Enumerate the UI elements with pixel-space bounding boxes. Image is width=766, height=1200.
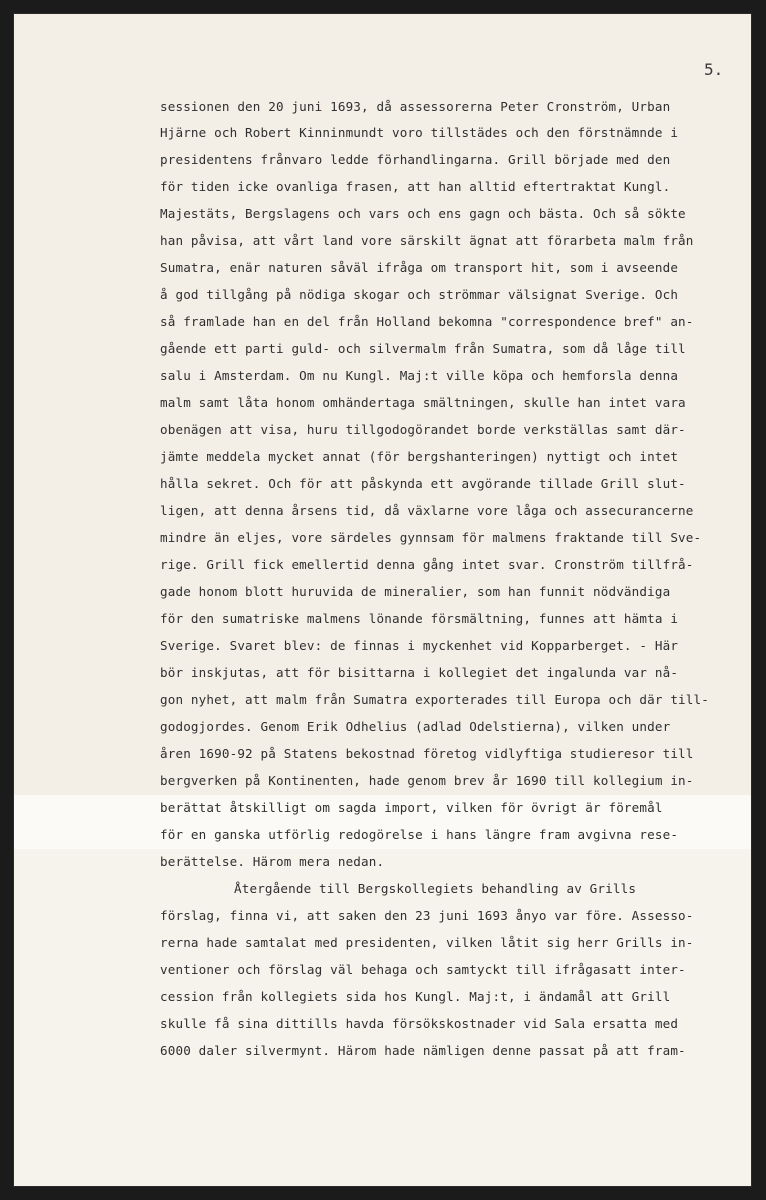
text-line: gående ett parti guld- och silvermalm från Sumatra, som då låge till	[160, 341, 686, 356]
text-line: å god tillgång på nödiga skogar och strömmar välsignat Sverige. Och	[160, 287, 679, 302]
text-line: 6000 daler silvermynt. Härom hade nämligen denne passat på att fram-	[160, 1043, 686, 1058]
text-line: skulle få sina dittills havda försökskostnader vid Sala ersatta med	[160, 1016, 679, 1031]
text-line: så framlade han en del från Holland bekomna "correspondence bref" an-	[160, 314, 694, 329]
text-line: åren 1690-92 på Statens bekostnad företog vidlyftiga studieresor till	[160, 746, 694, 761]
text-line: cession från kollegiets sida hos Kungl. Maj:t, i ändamål att Grill	[160, 989, 671, 1004]
text-line: berättelse. Härom mera nedan.	[160, 854, 385, 869]
text-line: Majestäts, Bergslagens och vars och ens gagn och bästa. Och så sökte	[160, 206, 686, 221]
text-line: ventioner och förslag väl behaga och samtyckt till ifrågasatt inter-	[160, 962, 686, 977]
text-line: för tiden icke ovanliga frasen, att han alltid eftertraktat Kungl.	[160, 179, 671, 194]
text-line: obenägen att visa, huru tillgodogörandet borde verkställas samt där-	[160, 422, 686, 437]
text-line: malm samt låta honom omhändertaga smältningen, skulle han intet vara	[160, 395, 686, 410]
text-line: för en ganska utförlig redogörelse i hans längre fram avgivna rese-	[160, 827, 679, 842]
text-line: Sumatra, enär naturen såväl ifråga om transport hit, som i avseende	[160, 260, 679, 275]
text-line: bergverken på Kontinenten, hade genom brev år 1690 till kollegium in-	[160, 773, 694, 788]
text-line: Hjärne och Robert Kinninmundt voro tillstädes och den förstnämnde i	[160, 125, 679, 140]
text-line: mindre än eljes, vore särdeles gynnsam för malmens fraktande till Sve-	[160, 530, 702, 545]
text-line: för den sumatriske malmens lönande försmältning, funnes att hämta i	[160, 611, 679, 626]
text-line: bör inskjutas, att för bisittarna i kollegiet det ingalunda var nå-	[160, 665, 679, 680]
text-line-paragraph-start: Återgående till Bergskollegiets behandling av Grills	[234, 881, 637, 896]
text-line: godogjordes. Genom Erik Odhelius (adlad Odelstierna), vilken under	[160, 719, 671, 734]
text-line: förslag, finna vi, att saken den 23 juni 1693 ånyo var före. Assesso-	[160, 908, 694, 923]
text-line: salu i Amsterdam. Om nu Kungl. Maj:t ville köpa och hemforsla denna	[160, 368, 679, 383]
text-line: gon nyhet, att malm från Sumatra exporterades till Europa och där till-	[160, 692, 709, 707]
text-line: han påvisa, att vårt land vore särskilt ägnat att förarbeta malm från	[160, 233, 694, 248]
text-line: rige. Grill fick emellertid denna gång intet svar. Cronström tillfrå-	[160, 557, 694, 572]
text-line: presidentens frånvaro ledde förhandlingarna. Grill började med den	[160, 152, 671, 167]
text-line: berättat åtskilligt om sagda import, vilken för övrigt är föremål	[160, 800, 663, 815]
document-page	[14, 14, 751, 1186]
text-line: gade honom blott huruvida de mineralier, som han funnit nödvändiga	[160, 584, 671, 599]
text-line: sessionen den 20 juni 1693, då assessorerna Peter Cronström, Urban	[160, 99, 671, 114]
text-line: jämte meddela mycket annat (för bergshanteringen) nyttigt och intet	[160, 449, 679, 464]
text-line: ligen, att denna årsens tid, då växlarne vore låga och assecurancerne	[160, 503, 694, 518]
text-line: rerna hade samtalat med presidenten, vilken låtit sig herr Grills in-	[160, 935, 694, 950]
text-line: hålla sekret. Och för att påskynda ett avgörande tillade Grill slut-	[160, 476, 686, 491]
page-number: 5.	[704, 60, 724, 79]
text-line: Sverige. Svaret blev: de finnas i myckenhet vid Kopparberget. - Här	[160, 638, 679, 653]
